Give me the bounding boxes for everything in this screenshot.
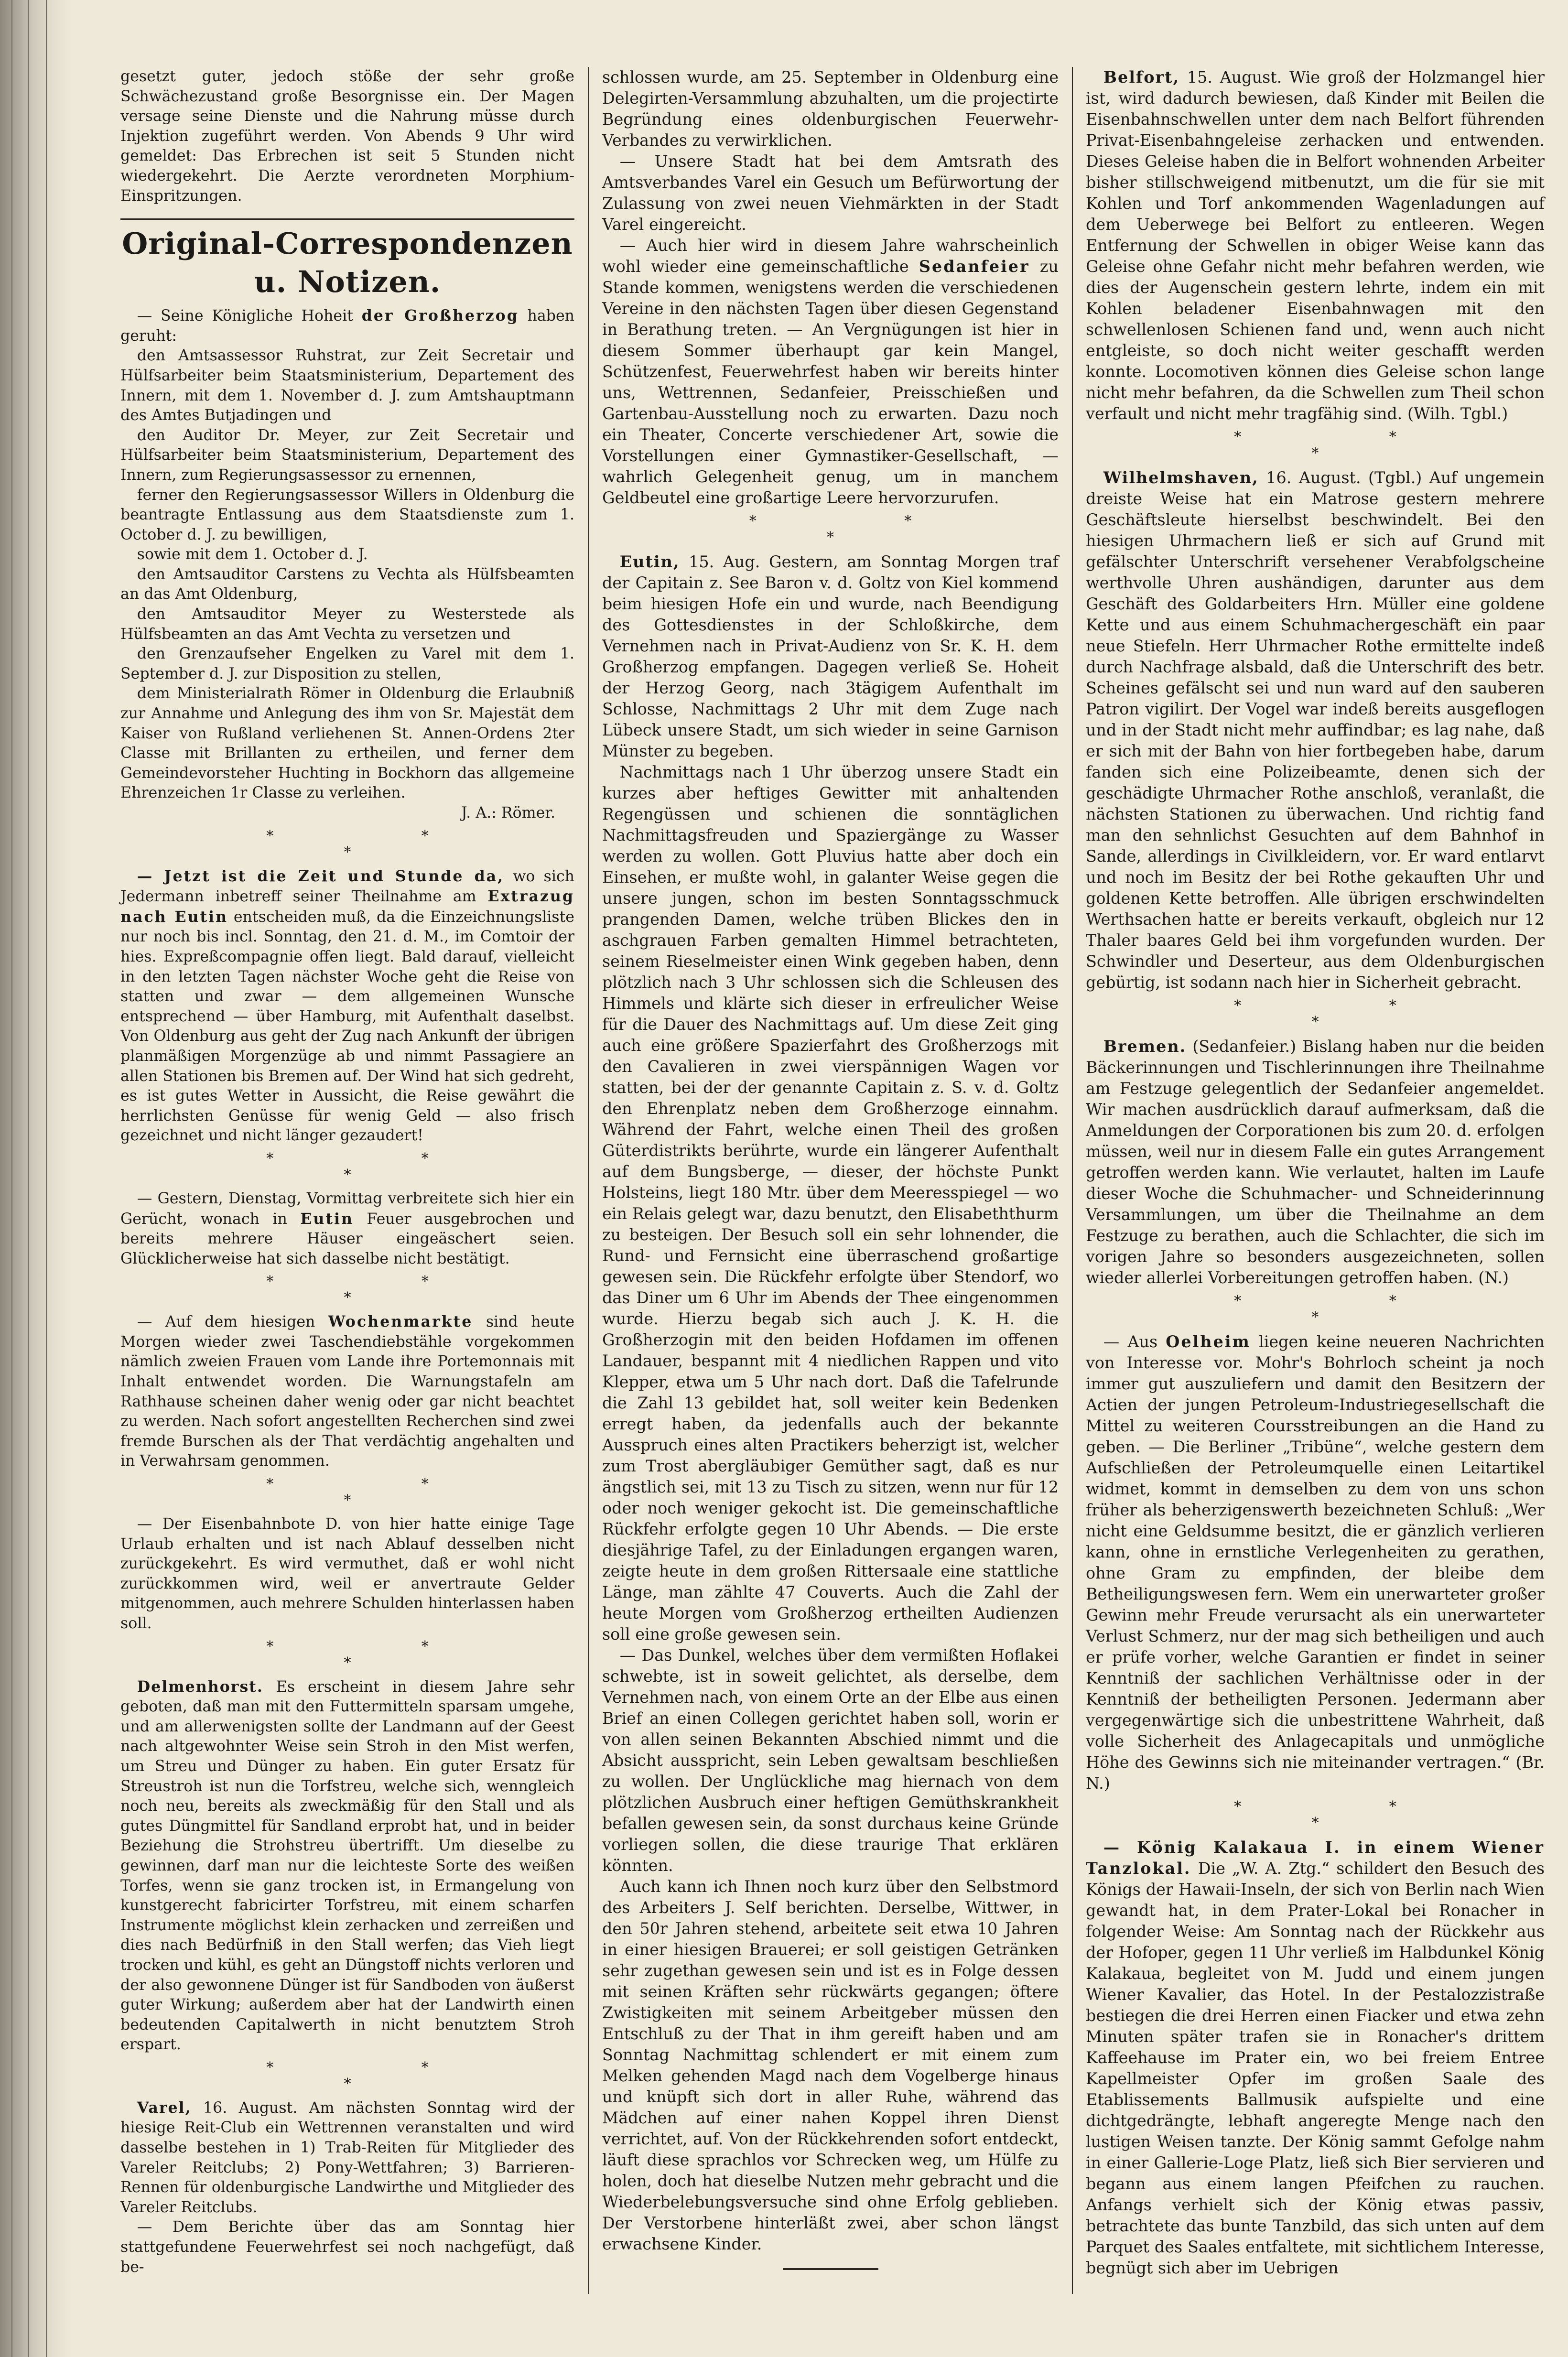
section-heading: Original-Correspondenzen u. Notizen. [120,218,574,301]
separator-asterisks: * * * [266,1150,500,1183]
binding-line [28,0,29,2357]
paragraph: den Amtsassessor Ruhstrat, zur Zeit Secretair und Hülfsarbeiter beim Staatsministerium, Departement des Innern, mit dem 1. November d. J. zum Amtshauptmann des Amtes Butjadingen und [120,347,574,424]
paragraph: — Das Dunkel, welches über dem vermißten Hoflakei schwebte, ist in soweit gelichtet, als derselbe, dem Vernehmen nach, von einem Orte an der Elbe aus einen Brief an einen Collegen gerichtet haben soll, worin er von allen seinen Bekannten Abschied nimmt und die Absicht ausspricht, sein Leben gewaltsam beschließen zu wollen. Der Unglückliche mag hiernach von dem plötzlichen Ausbruch einer heftigen Gemüthskrankheit befallen gewesen sein, da sonst durchaus keine Gründe vorliegen sollen, die diese traurige That erklären könnten. [602,1646,1059,1875]
paragraph: — Unsere Stadt hat bei dem Amtsrath des Amtsverbandes Varel ein Gesuch um Befürwortung der Zulassung von zwei neuen Viehmärkten in der Stadt Varel eingereicht. [602,152,1059,234]
paragraph: — Der Eisenbahnbote D. von hier hatte einige Tage Urlaub erhalten und ist nach Ablauf desselben nicht zurückgekehrt. Es wird vermuthet, daß er wohl nicht zurückkommen wird, weil er anvertraute Gelder mitgenommen, auch mehrere Schulden hinterlassen haben soll. [120,1515,574,1632]
column-right [1086,67,1545,2279]
paragraph: — Dem Berichte über das am Sonntag hier stattgefundene Feuerwehrfest sei noch nachgefügt, daß be- [120,2218,574,2276]
paragraph: — Seine Königliche Hoheit der Großherzog haben geruht: [120,307,574,345]
paragraph: Auch kann ich Ihnen noch kurz über den Selbstmord des Arbeiters J. Self berichten. Derselbe, Wittwer, in den 50r Jahren stehend, arbeitete seit etwa 10 Jahren in einer hiesigen Brauerei; er soll geistigen Getränken sehr zugethan gewesen sein und ist es in Folge dessen mit seinen Kräften sehr rückwärts gegangen; öftere Zwistigkeiten mit seinem Arbeitgeber müssen den Entschluß zu der That in ihm gereift haben und am Sonntag Nachmittag schlendert er mit einem zum Melken gehenden Magd nach dem Vogelberge hinaus und knüpft sich dort in aller Ruhe, während das Mädchen auf einer nahen Koppel ihren Dienst verrichtet, auf. Von der Rückkehrenden sofort entdeckt, läuft diese sprachlos vor Schrecken weg, um Hülfe zu holen, doch hat dieselbe Nutzen mehr gebracht und die Wiederbelebungsversuche sind ohne Erfolg geblieben. Der Verstorbene hinterläßt zwei, aber schon längst erwachsene Kinder. [602,1877,1059,2253]
separator-asterisks: * * * [1234,1798,1468,1831]
column-rule [1072,67,1073,2294]
separator-asterisks: * * * [266,827,500,861]
separator-asterisks: * * * [1234,997,1468,1030]
paragraph: Delmenhorst. Es erscheint in diesem Jahre sehr geboten, daß man mit den Futtermitteln sparsam umgehe, und am allerwenigsten sollte der Landmann auf der Geest nach altgewohnter Weise sein Stroh in den Mist werfen, um Streu und Dünger zu haben. Ein guter Ersatz für Streustroh ist nun die Torfstreu, welche sich, wenngleich noch neu, bereits als zweckmäßig für den Stall und als gutes Düngmittel für Sandland erprobt hat, und in beider Beziehung die Strohstreu übertrifft. Um dieselbe zu gewinnen, darf man nur die leichteste Sorte des weißen Torfes, wenn sie ganz trocken ist, in Ermangelung von kunstgerecht fabricirter Torfstreu, mit einem scharfen Instrumente möglichst klein zerhacken und zerreißen und dies nach Bedürfniß in den Stall werfen; das Vieh liegt trocken und kühl, es geht an Düngstoff nichts verloren und der also gewonnene Dünger ist für Sandboden von äußerst guter Wirkung; außerdem aber hat der Landwirth einen bedeutenden Capitalwerth in nicht benutztem Stroh erspart. [120,1677,575,2054]
paragraph: den Auditor Dr. Meyer, zur Zeit Secretair und Hülfsarbeiter beim Staatsministerium, Departement des Innern, zum Regierungsassessor zu ernennen, [120,426,574,484]
paragraph: den Amtsauditor Meyer zu Westerstede als Hülfsbeamten an das Amt Vechta zu versetzen und [120,605,574,643]
paragraph: sowie mit dem 1. October d. J. [137,546,368,563]
separator-asterisks: * * * [266,1273,500,1307]
paragraph: dem Ministerialrath Römer in Oldenburg die Erlaubniß zur Annahme und Anlegung des ihm von Sr. Majestät dem Kaiser von Rußland verliehenen St. Annen-Ordens 2ter Classe mit Brillanten zu ertheilen, und ferner dem Gemeindevorsteher Huchting in Bockhorn das allgemeine Ehrenzeichen 1r Classe zu verleihen. [120,685,574,802]
paragraph: Nachmittags nach 1 Uhr überzog unsere Stadt ein kurzes aber heftiges Gewitter mit anhaltenden Regengüssen und schienen die sonntäglichen Nachmittagsfreuden und Spaziergänge zu Wasser werden zu wollen. Gott Pluvius hatte aber doch ein Einsehen, er mußte wohl, in galanter Weise gegen die unsere jungen, schon im besten Sonntagsschmuck prangenden Damen, welche trüben Blickes den in aschgrauen Farben gemalten Himmel betrachteten, seinem Rieselmeister einen Wink gegeben haben, denn plötzlich nach 3 Uhr schlossen sich die Schleusen des Himmels und klärte sich dieser in erfreulicher Weise für die Dauer des Nachmittags auf. Um diese Zeit ging auch eine größere Spazierfahrt des Großherzogs mit den Cavalieren in zwei vierspännigen Wagen vor statten, bei der der genannte Capitain z. S. v. d. Goltz den Ehrenplatz neben dem Großherzoge einnahm. Während der Fahrt, welche einen Theil des großen Güterdistrikts berührte, wurde ein längerer Aufenthalt auf dem Bungsberge, — dieser, der höchste Punkt Holsteins, liegt 180 Mtr. über dem Meeresspiegel — wo ein Relais gelegt war, dazu benutzt, den Elisabeththurm zu besteigen. Der Besuch soll ein sehr lohnender, die Rund- und Fernsicht eine überraschend großartige gewesen sein. Die Rückfehr erfolgte über Stendorf, wo das Diner um 6 Uhr im Abends der Thee eingenommen wurde. Hierzu begab sich auch J. K. H. die Großherzogin mit den beiden Hofdamen im offenen Landauer, bespannt mit 4 niedlichen Rappen und vito Klepper, etwa um 5 Uhr nach dort. Daß die Tafelrunde die Zahl 13 gebildet hat, soll weiter kein Bedenken erregt haben, da jedenfalls auch der bekannte Ausspruch eines alten Practikers beherzigt ist, welcher zum Trost abergläubiger Gemüther sagt, daß es nur ängstlich sei, mit 13 zu Tisch zu sitzen, wenn nur für 12 oder noch weniger gekocht ist. Die gemeinschaftliche Rückfehr erfolgte gegen 10 Uhr Abends. — Die erste diesjährige Tafel, zu der Einladungen ergangen waren, zeigte heute in dem großen Rittersaale eine stattliche Länge, man zählte 47 Couverts. Auch die Zahl der heute Morgen vom Großherzog ertheilten Audienzen soll eine große gewesen sein. [602,763,1059,1643]
paragraph: ferner den Regierungsassessor Willers in Oldenburg die beantragte Entlassung aus dem Staatsdienste zum 1. October d. J. zu bewilligen, [120,486,574,543]
binding-line [11,0,12,2357]
separator-asterisks: * * * [266,2059,500,2092]
paragraph: — Auch hier wird in diesem Jahre wahrscheinlich wohl wieder eine gemeinschaftliche Sedanfeier zu Stande kommen, wenigstens werden die verschiedenen Vereine in den nächsten Tagen über diesen Gegenstand in Berathung treten. — An Vergnügungen ist hier in diesem Sommer überhaupt gar kein Mangel, Schützenfest, Feuerwehrfest haben wir bereits hinter uns, Wettrennen, Sedanfeier, Preisschießen und Gartenbau-Ausstellung noch zu erwarten. Dazu noch ein Theater, Concerte verschiedener Art, sowie die Vorstellungen einer Gymnastiker-Gesellschaft, — wahrlich Gelegenheit genug, um in manchem Geldbeutel eine großartige Leere hervorzurufen. [602,236,1059,507]
paragraph: — König Kalakaua I. in einem Wiener Tanzlokal. Die „W. A. Ztg.“ schildert den Besuch des Königs der Hawaii-Inseln, der sich von Berlin nach Wien gewandt hat, in dem Prater-Lokal bei Ronacher in folgender Weise: Am Sonntag nach der Rückkehr aus der Hofoper, gegen 11 Uhr verließ im Halbdunkel König Kalakaua, begleitet von M. Judd und einem jungen Wiener Kavalier, das Hotel. In der Pestalozzistraße bestiegen die drei Herren einen Fiacker und etwa zehn Minuten später trafen sie in Ronacher's drittem Kaffeehause im Prater ein, wo bei freiem Entree Kapellmeister Opfer im großen Saale des Etablissements Ballmusik aufspielte und eine dichtgedrängte, lebhaft angeregte Menge nach den lustigen Weisen tanzte. Der König sammt Gefolge nahm in einer Gallerie-Loge Platz, ließ sich Bier servieren und begann aus einem langen Pfeifchen zu rauchen. Anfangs verhielt sich der König etwas passiv, betrachtete das bunte Tanzbild, das sich unten auf dem Parquet des Saales entfaltete, mit sichtlichem Interesse, begnügt sich aber im Uebrigen [1086,1838,1545,2277]
paragraph: Varel, 16. August. Am nächsten Sonntag wird der hiesige Reit-Club ein Wettrennen veranstalten und wird dasselbe bestehen in 1) Trab-Reiten für Mitglieder des Vareler Reitclubs; 2) Pony-Wettfahren; 3) Barrieren-Rennen für oldenburgische Landwirthe und Mitglieder des Vareler Reitclubs. [120,2098,574,2216]
separator-asterisks: * * * [749,513,984,546]
separator-asterisks: * * * [266,1476,500,1509]
binding-line [46,0,47,2357]
column-rule [588,67,589,2294]
column-middle [602,67,1059,2270]
signature: J. A.: Römer. [461,804,555,822]
paragraph: Eutin, 15. Aug. Gestern, am Sonntag Morgen traf der Capitain z. See Baron v. d. Goltz von Kiel kommend beim hiesigen Hofe ein und wurde, nach Beendigung des Gottesdienstes in der Schloßkirche, dem Vernehmen nach in Privat-Audienz von Sr. K. H. dem Großherzog empfangen. Dagegen verließ Se. Hoheit der Herzog Georg, nach 3tägigem Aufenthalt im Schlosse, Nachmittags 2 Uhr mit dem Zuge nach Lübeck unsere Stadt, um sich wieder in seine Garnison Münster zu begeben. [602,552,1059,760]
separator-asterisks: * * * [1234,1293,1468,1326]
paragraph: — Aus Oelheim liegen keine neueren Nachrichten von Interesse vor. Mohr's Bohrloch scheint ja noch immer gut auszuliefern und damit den Besitzern der Actien der jungen Petroleum-Industriegesellschaft die Mittel zu weiteren Coursstreibungen an die Hand zu geben. — Die Berliner „Tribüne“, welche gestern dem Aufschließen der Petroleumquelle einen Leitartikel widmet, kommt in demselben zu dem von uns schon früher als beherzigenswerth bezeichneten Schluß: „Wer nicht eine Geldsumme besitzt, die er gänzlich verlieren kann, ohne in ernstliche Verlegenheiten zu gerathen, ohne Gram zu empfinden, der bleibe dem Betheiligungswesen fern. Wem ein unerwarteter großer Gewinn mehr Freude verursacht als ein unerwarteter Verlust Schmerz, nur der mag sich betheiligen und auch er prüfe vorher, welche Garantien er findet in seiner Kenntniß der sachlichen Verhältnisse oder in der Kenntniß der betheiligten Personen. Jedermann aber vergegenwärtige sich die unbestrittene Wahrheit, daß volle Sicherheit des Anlagecapitals und unmögliche Höhe des Gewinns sich nie miteinander vertragen.“ (Br. N.) [1086,1332,1545,1793]
paragraph: Belfort, 15. August. Wie groß der Holzmangel hier ist, wird dadurch bewiesen, daß Kinder mit Beilen die Eisenbahnschwellen unter dem nach Belfort führenden Privat-Eisenbahngeleise zerhacken und entwenden. Dieses Geleise haben die in Belfort wohnenden Arbeiter bisher stillschweigend mitbenutzt, um die für sie mit Kohlen und Torf ankommenden Wagenladungen auf dem Ueberwege bei Belfort zu entleeren. Wegen Entfernung der Schwellen in obiger Weise kann das Geleise ohne Gefahr nicht mehr befahren werden, wie dies der Augenschein gestern lehrte, indem ein mit Kohlen beladener Eisenbahnwagen mit den schwellenlosen Schienen fand und, wenn auch nicht entgleiste, so doch nicht weiter geschafft werden konnte. Locomotiven können dies Geleise schon lange nicht mehr befahren, da die Schwellen zum Theil schon verfault und nicht mehr tragfähig sind. (Wilh. Tgbl.) [1086,68,1545,423]
column-left [120,67,574,2277]
paragraph: — Gestern, Dienstag, Vormittag verbreitete sich hier ein Gerücht, wonach in Eutin Feuer ausgebrochen und bereits mehrere Häuser eingeäschert seien. Glücklicherweise hat sich dasselbe nicht bestätigt. [120,1189,575,1267]
end-rule [783,2268,878,2270]
paragraph: — Auf dem hiesigen Wochenmarkte sind heute Morgen wieder zwei Taschendiebstähle vorgekommen nämlich zweien Frauen vom Lande ihre Portemonnais mit Inhalt entwendet worden. Die Warnungstafeln am Rathhause scheinen daher wenig oder gar nicht beachtet zu werden. Nach sofort angestellten Recherchen sind zwei fremde Burschen als der That verdächtig angehalten und in Verwahrsam genommen. [120,1313,575,1470]
paragraph: gesetzt guter, jedoch stöße der sehr große Schwächezustand große Besorgnisse ein. Der Magen versage seine Dienste und die Nahrung müsse durch Injektion zugeführt werden. Von Abends 9 Uhr wird gemeldet: Das Erbrechen ist seit 5 Stunden nicht wiedergekehrt. Die Aerzte verordneten Morphium-Einspritzungen. [120,68,574,205]
book-binding-edge [0,0,72,2357]
separator-asterisks: * * * [266,1638,500,1671]
paragraph: Wilhelmshaven, 16. August. (Tgbl.) Auf ungemein dreiste Weise hat ein Matrose gestern mehrere Geschäftsleute hierselbst beschwindelt. Bei den hiesigen Uhrmachern ließ er sich auf Grund mit gefälschter Unterschrift versehener Verabfolgscheine werthvolle Uhren aushändigen, darunter aus dem Geschäft des Goldarbeiters Hrn. Müller eine goldene Kette und aus einem Schuhmachergeschäft ein paar neue Stiefeln. Herr Uhrmacher Rothe ermittelte indeß durch Nachfrage alsbald, daß die Unterschrift des betr. Scheines gefälscht sei und nun ward auf den sauberen Patron vigilirt. Der Vogel war indeß bereits ausgeflogen und in der Stadt nicht mehr auffindbar; es lag nahe, daß er sich mit der Bahn von hier fortbegeben habe, darum fanden sich eine Polizeibeamte, denen sich der geschädigte Uhrmacher Rothe anschloß, veranlaßt, die nächsten Stationen zu überwachen. Und richtig fand man den sehnlichst Gesuchten auf dem Bahnhof in Sande, allerdings in Civilkleidern, vor. Er ward entlarvt und noch im Besitz der bei Rothe gekauften Uhr und goldenen Kette betroffen. Alle übrigen erschwindelten Werthsachen hatte er bereits verkauft, obgleich nur 12 Thaler baares Geld bei ihm vorgefunden wurden. Der Schwindler und Deserteur, aus dem Oldenburgischen gebürtig, ist sodann nach hier in Sicherheit gebracht. [1086,468,1545,992]
paragraph: den Grenzaufseher Engelken zu Varel mit dem 1. September d. J. zur Disposition zu stellen, [120,645,574,682]
paragraph: schlossen wurde, am 25. September in Oldenburg eine Delegirten-Versammlung abzuhalten, um die projectirte Begründung eines oldenburgischen Feuerwehr-Verbandes zu verwirklichen. [602,68,1059,150]
paragraph: den Amtsauditor Carstens zu Vechta als Hülfsbeamten an das Amt Oldenburg, [120,565,574,603]
separator-asterisks: * * * [1234,429,1468,462]
paragraph: — Jetzt ist die Zeit und Stunde da, wo sich Jedermann inbetreff seiner Theilnahme am Extrazug nach Eutin entscheiden muß, da die Einzeichnungsliste nur noch bis incl. Sonntag, den 21. d. M., im Comtoir der hies. Expreßcompagnie offen liegt. Bald darauf, vielleicht in den letzten Tagen nächster Woche geht die Reise von statten und zwar — dem allgemeinen Wunsche entsprechend — über Hamburg, mit Aufenthalt daselbst. Von Oldenburg aus geht der Zug nach Ankunft der übrigen planmäßigen Morgenzüge ab und nimmt Passagiere an allen Stationen bis Bremen auf. Der Wind hat sich gedreht, es ist gutes Wetter in Aussicht, die Reise gewährt die herrlichsten Genüsse für wenig Geld — also frisch gezeichnet und nicht länger gezaudert! [120,867,575,1145]
paragraph: Bremen. (Sedanfeier.) Bislang haben nur die beiden Bäckerinnungen und Tischlerinnungen ihre Theilnahme am Festzuge gelegentlich der Sedanfeier angemeldet. Wir machen ausdrücklich darauf aufmerksam, daß die Anmeldungen der Corporationen bis zum 20. d. erfolgen müssen, weil nur in diesem Falle ein gutes Arrangement getroffen werden kann. Wie verlautet, halten im Laufe dieser Woche die Schuhmacher- und Schneiderinnung Versammlungen, um über die Theilnahme an dem Festzuge zu berathen, auch die Schlachter, die sich im vorigen Jahre so besonders ausgezeichneten, sollen wieder allerlei Vorbereitungen getroffen haben. (N.) [1086,1037,1545,1287]
